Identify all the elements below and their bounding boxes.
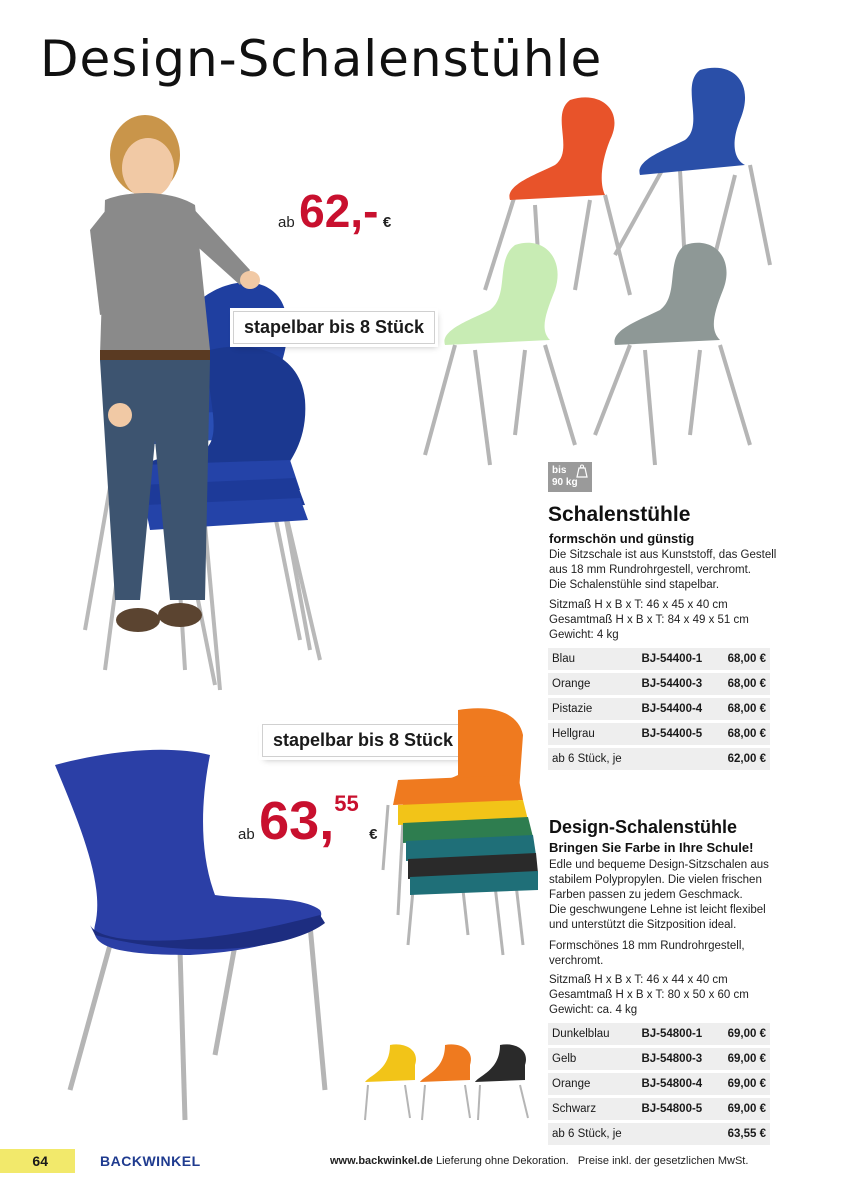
color-cell: Orange	[548, 1072, 637, 1097]
product2-price-table	[548, 1023, 770, 1148]
small-colored-chairs-photo	[360, 1040, 535, 1125]
stackable-banner-1: stapelbar bis 8 Stück	[233, 311, 435, 344]
color-cell: ab 6 Stück, je	[548, 747, 637, 772]
product2-specs	[549, 973, 781, 1018]
footer-note: Lieferung ohne Dekoration. Preise inkl. der gesetzlichen MwSt.	[435, 1155, 749, 1167]
color-cell: Schwarz	[548, 1097, 637, 1122]
table-row	[548, 1023, 770, 1047]
table-row	[548, 1072, 770, 1097]
sku-cell: BJ-54800-1	[637, 1023, 716, 1047]
price-cell: 68,00 €	[717, 672, 770, 697]
table-row	[548, 672, 770, 697]
sku-cell	[637, 747, 716, 772]
price-cell: 69,00 €	[717, 1072, 770, 1097]
table-row	[548, 648, 770, 672]
price-cell: 63,55 €	[717, 1122, 770, 1147]
desc-line: und unterstützt die Sitzposition ideal.	[549, 919, 737, 931]
price-prefix: ab	[278, 214, 295, 231]
sku-cell: BJ-54800-4	[637, 1072, 716, 1097]
table-row	[548, 1122, 770, 1147]
product1-subtitle: formschön und günstig	[549, 531, 695, 546]
website-link[interactable]: www.backwinkel.de	[330, 1155, 433, 1167]
yellow-chair	[365, 1044, 416, 1082]
sku-cell: BJ-54400-3	[637, 672, 716, 697]
spec-line: Gewicht: ca. 4 kg	[549, 1004, 638, 1016]
price-offer-1	[278, 184, 391, 238]
black-chair	[475, 1044, 526, 1082]
desc-line: verchromt.	[549, 955, 604, 967]
spec-line: Gewicht: 4 kg	[549, 629, 619, 641]
chrome-frames	[425, 165, 770, 465]
desc-line: stabilem Polypropylen. Die vielen frischen	[549, 874, 762, 886]
table-row	[548, 722, 770, 747]
color-cell: ab 6 Stück, je	[548, 1122, 637, 1147]
table-row	[548, 697, 770, 722]
spec-line: Gesamtmaß H x B x T: 80 x 50 x 60 cm	[549, 989, 749, 1001]
price-cell: 68,00 €	[717, 648, 770, 672]
blue-design-chair-photo	[50, 745, 350, 1135]
stackable-banner-2: stapelbar bis 8 Stück	[262, 724, 464, 757]
page-number: 64	[0, 1149, 75, 1173]
product1-title: Schalenstühle	[548, 503, 691, 526]
blue-chair-shell	[639, 68, 745, 175]
sku-cell: BJ-54400-5	[637, 722, 716, 747]
product1-description	[549, 548, 781, 593]
table-row	[548, 1097, 770, 1122]
desc-line: Die Schalenstühle sind stapelbar.	[549, 579, 720, 591]
stacked-design-chairs-photo	[378, 705, 543, 965]
product2-description	[549, 858, 781, 969]
spec-line: Sitzmaß H x B x T: 46 x 45 x 40 cm	[549, 599, 728, 611]
price-cell: 69,00 €	[717, 1047, 770, 1072]
chrome-frames	[365, 1085, 528, 1120]
weight-icon	[576, 464, 588, 478]
table-row	[548, 747, 770, 772]
desc-line: Farben passen zu jedem Geschmack.	[549, 889, 743, 901]
price-cell: 62,00 €	[717, 747, 770, 772]
sku-cell: BJ-54800-3	[637, 1047, 716, 1072]
product2-subtitle: Bringen Sie Farbe in Ihre Schule!	[549, 840, 754, 855]
color-cell: Orange	[548, 672, 637, 697]
price-cell: 68,00 €	[717, 722, 770, 747]
product1-specs	[549, 598, 781, 643]
desc-line: Edle und bequeme Design-Sitzschalen aus	[549, 859, 769, 871]
product1-price-table	[548, 648, 770, 773]
desc-line: Formschönes 18 mm Rundrohrgestell,	[549, 940, 745, 952]
price-currency: €	[369, 826, 378, 843]
four-chairs-photo	[415, 65, 785, 475]
price-cell: 69,00 €	[717, 1097, 770, 1122]
sku-cell: BJ-54400-1	[637, 648, 716, 672]
desc-line: aus 18 mm Rundrohrgestell, verchromt.	[549, 564, 751, 576]
spec-line: Gesamtmaß H x B x T: 84 x 49 x 51 cm	[549, 614, 749, 626]
price-cell: 69,00 €	[717, 1023, 770, 1047]
weight-capacity-badge	[548, 462, 592, 492]
footer-line	[330, 1155, 748, 1167]
color-cell: Pistazie	[548, 697, 637, 722]
table-row	[548, 1047, 770, 1072]
desc-line: Die geschwungene Lehne ist leicht flexibel	[549, 904, 766, 916]
price-value: 63,	[259, 791, 335, 851]
color-cell: Blau	[548, 648, 637, 672]
brand-logo[interactable]: BACKWINKEL	[100, 1153, 201, 1169]
sku-cell: BJ-54800-5	[637, 1097, 716, 1122]
orange-chair-shell	[509, 97, 614, 200]
spec-line: Sitzmaß H x B x T: 46 x 44 x 40 cm	[549, 974, 728, 986]
color-cell: Gelb	[548, 1047, 637, 1072]
sku-cell: BJ-54400-4	[637, 697, 716, 722]
price-cell: 68,00 €	[717, 697, 770, 722]
badge-line-2: 90 kg	[552, 477, 578, 488]
page-title: Design-Schalenstühle	[40, 30, 603, 88]
price-value: 62,-	[299, 185, 379, 237]
badge-line-1: bis	[552, 465, 567, 476]
pistachio-chair-shell	[444, 243, 557, 345]
orange-seat	[393, 775, 523, 805]
color-cell: Hellgrau	[548, 722, 637, 747]
color-cell: Dunkelblau	[548, 1023, 637, 1047]
price-prefix: ab	[238, 826, 255, 843]
sku-cell	[637, 1122, 716, 1147]
orange-chair	[420, 1044, 471, 1082]
product2-title: Design-Schalenstühle	[549, 817, 738, 837]
blue-shell	[55, 750, 321, 955]
price-currency: €	[382, 214, 392, 231]
price-cents: 55	[334, 791, 359, 816]
desc-line: Die Sitzschale ist aus Kunststoff, das Gestell	[549, 549, 777, 561]
